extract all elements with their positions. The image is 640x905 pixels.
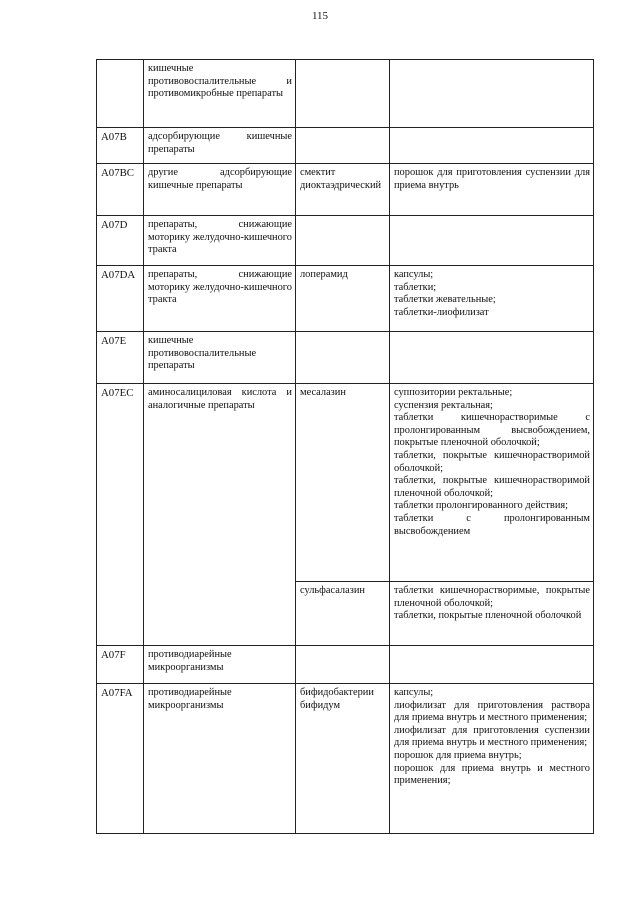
dosage-form-cell bbox=[390, 332, 594, 384]
pharmacological-group-cell bbox=[144, 60, 296, 128]
pharmacological-group-cell bbox=[144, 384, 296, 646]
table-row bbox=[97, 266, 594, 332]
atc-code-cell bbox=[97, 60, 144, 128]
pharmacological-group-cell bbox=[144, 216, 296, 266]
table-row bbox=[97, 684, 594, 834]
dosage-form-item: таблетки-лиофилизат bbox=[394, 306, 489, 318]
dosage-form-cell bbox=[390, 266, 594, 332]
dosage-form-item: таблетки кишечнорастворимые, покрытые пленочной оболочкой; bbox=[394, 585, 590, 609]
dosage-form-item: суспензия ректальная; bbox=[394, 399, 493, 411]
dosage-form-item: лиофилизат для приготовления раствора для приема внутрь и местного применения; bbox=[394, 699, 590, 724]
table-row bbox=[97, 216, 594, 266]
drug-name-text: лоперамид bbox=[300, 269, 348, 280]
pharmacological-group-text: другие адсорбирующие кишечные препараты bbox=[148, 167, 292, 191]
pharmacological-group-cell bbox=[144, 128, 296, 164]
drug-name-text: смектит диоктаэдрический bbox=[300, 167, 382, 191]
page-number: 115 bbox=[311, 10, 329, 22]
pharmacological-group-cell bbox=[144, 266, 296, 332]
drug-name-cell bbox=[296, 266, 390, 332]
drug-name-cell bbox=[296, 684, 390, 834]
table-row bbox=[97, 332, 594, 384]
dosage-form-cell bbox=[390, 216, 594, 266]
atc-code-cell: A07FA bbox=[97, 684, 144, 834]
dosage-form-cell bbox=[390, 646, 594, 684]
drug-name-cell bbox=[296, 216, 390, 266]
pharmacological-group-text: препараты, снижающие моторику желудочно-кишечного тракта bbox=[148, 269, 292, 306]
dosage-form-item: таблетки, покрытые кишечнорастворимой оболочкой; bbox=[394, 449, 590, 474]
pharmacological-group-cell bbox=[144, 332, 296, 384]
pharmacological-group-text: кишечные противовоспалительные и противомикробные препараты bbox=[148, 63, 292, 100]
atc-code-cell: A07B bbox=[97, 128, 144, 164]
dosage-form-item: таблетки; bbox=[394, 281, 437, 293]
atc-code-cell: A07E bbox=[97, 332, 144, 384]
dosage-form-cell bbox=[390, 128, 594, 164]
dosage-form-cell bbox=[390, 164, 594, 216]
atc-code-cell: A07DA bbox=[97, 266, 144, 332]
drug-name-cell bbox=[296, 646, 390, 684]
drug-name-cell bbox=[296, 582, 390, 646]
table-row bbox=[97, 164, 594, 216]
drug-name-text: бифидобактерии бифидум bbox=[300, 687, 374, 711]
dosage-form-cell bbox=[390, 60, 594, 128]
pharmacological-group-text: препараты, снижающие моторику желудочно-кишечного тракта bbox=[148, 219, 292, 256]
dosage-form-item: лиофилизат для приготовления суспензии для приема внутрь и местного применения; bbox=[394, 724, 590, 749]
pharmacological-group-text: аминосалициловая кислота и аналогичные препараты bbox=[148, 387, 292, 411]
dosage-form-item: таблетки с пролонгированным высвобождением bbox=[394, 512, 590, 537]
atc-code-cell: A07BC bbox=[97, 164, 144, 216]
drug-name-text: месалазин bbox=[300, 387, 346, 398]
pharmacological-group-text: противодиарейные микроорганизмы bbox=[148, 687, 232, 711]
dosage-form-item: таблетки жевательные; bbox=[394, 294, 496, 306]
dosage-form-item: таблетки, покрытые кишечнорастворимой пленочной оболочкой; bbox=[394, 475, 590, 499]
pharmacological-group-text: кишечные противовоспалительные препараты bbox=[148, 335, 257, 372]
dosage-form-cell bbox=[390, 582, 594, 646]
drug-name-text: сульфасалазин bbox=[300, 585, 365, 596]
pharmacological-group-cell bbox=[144, 684, 296, 834]
dosage-form-item: суппозитории ректальные; bbox=[394, 387, 513, 398]
drug-name-cell bbox=[296, 384, 390, 582]
atc-code-cell: A07EC bbox=[97, 384, 144, 646]
pharmacological-group-cell bbox=[144, 164, 296, 216]
table-row bbox=[97, 60, 594, 128]
dosage-form-item: порошок для приготовления суспензии для приема внутрь bbox=[394, 167, 590, 191]
pharmacological-group-cell bbox=[144, 646, 296, 684]
dosage-form-item: порошок для приема внутрь; bbox=[394, 749, 522, 761]
pharmacological-group-text: адсорбирующие кишечные препараты bbox=[148, 131, 292, 155]
drug-name-cell bbox=[296, 60, 390, 128]
drug-classification-table bbox=[96, 59, 594, 834]
table-row bbox=[97, 384, 594, 582]
drug-name-cell bbox=[296, 128, 390, 164]
dosage-form-item: капсулы; bbox=[394, 269, 434, 280]
drug-name-cell bbox=[296, 332, 390, 384]
dosage-form-item: таблетки кишечнорастворимые с пролонгированным высвобождением, покрытые пленочной оболочкой; bbox=[394, 412, 590, 449]
pharmacological-group-text: противодиарейные микроорганизмы bbox=[148, 649, 232, 673]
dosage-form-cell bbox=[390, 684, 594, 834]
atc-code-cell: A07F bbox=[97, 646, 144, 684]
table-row bbox=[97, 128, 594, 164]
table-row bbox=[97, 646, 594, 684]
dosage-form-cell bbox=[390, 384, 594, 582]
dosage-form-item: таблетки пролонгированного действия; bbox=[394, 500, 569, 512]
drug-name-cell bbox=[296, 164, 390, 216]
dosage-form-item: капсулы; bbox=[394, 687, 434, 698]
dosage-form-item: таблетки, покрытые пленочной оболочкой bbox=[394, 610, 582, 622]
atc-code-cell: A07D bbox=[97, 216, 144, 266]
dosage-form-item: порошок для приема внутрь и местного применения; bbox=[394, 762, 590, 787]
